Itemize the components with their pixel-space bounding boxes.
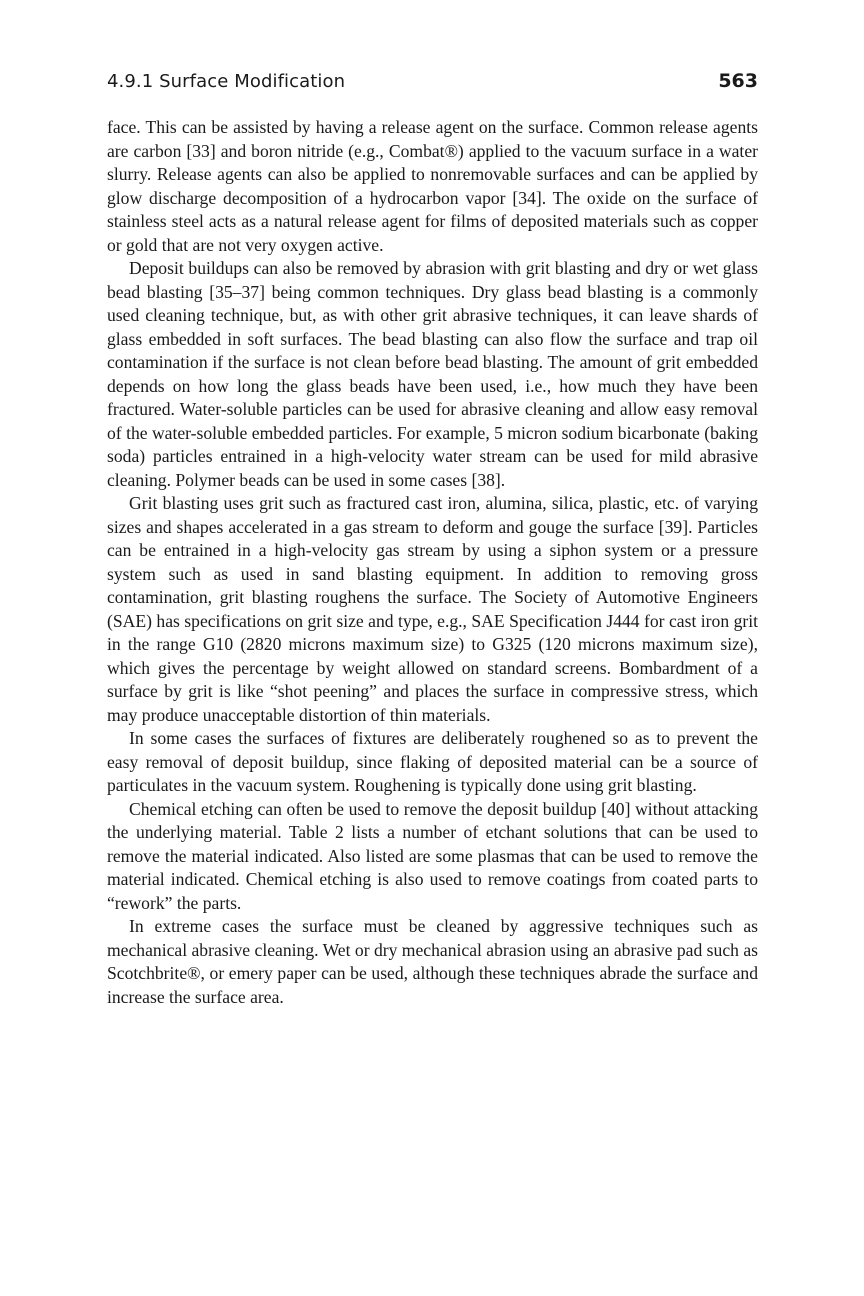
running-head (107, 70, 758, 102)
page-number: 563 (718, 70, 758, 92)
paragraph-chemical-etching: Chemical etching can often be used to remove the deposit buildup [40] without attacking the underlying material. Table 2 lists a number of etchant solutions that can be used to remove the material indicated. Also listed are some plasmas that can be used to remove the material indicated. Chemical etching is also used to remove coatings from coated parts to “rework” the parts. (107, 798, 758, 913)
paragraph-bead-blasting: Deposit buildups can also be removed by abrasion with grit blasting and dry or wet glass bead blasting [35–37] being common techniques. Dry glass bead blasting is a commonly used cleaning technique, but, as with other grit abrasive techniques, it can leave shards of glass embedded in soft surfaces. The bead blasting can also flow the surface and trap oil contamination if the surface is not clean before bead blasting. The amount of grit embedded depends on how long the glass beads have been used, i.e., how much they have been fractured. Water-soluble particles can be used for abrasive cleaning and allow easy removal of the water-soluble embedded particles. For example, 5 micron sodium bicarbonate (baking soda) particles entrained in a high-velocity water stream can be used for mild abrasive cleaning. Polymer beads can be used in some cases [38]. (107, 258, 758, 490)
paragraph-release-agents: face. This can be assisted by having a release agent on the surface. Common release agents are carbon [33] and boron nitride (e.g., Combat®) applied to the vacuum surface in a water slurry. Release agents can also be applied to nonremovable surfaces and can be applied by glow discharge decomposition of a hydrocarbon vapor [34]. The oxide on the surface of stainless steel acts as a natural release agent for films of deposited materials such as copper or gold that are not very oxygen active. (107, 117, 758, 255)
paragraph-roughening: In some cases the surfaces of fixtures are deliberately roughened so as to prevent the easy removal of deposit buildup, since flaking of deposited material can be a source of particulates in the vacuum system. Roughening is typically done using grit blasting. (107, 728, 758, 795)
paragraph-grit-blasting: Grit blasting uses grit such as fractured cast iron, alumina, silica, plastic, etc. of varying sizes and shapes accelerated in a gas stream to deform and gouge the surface [39]. Particles can be entrained in a high-velocity gas stream by using a siphon system or a pressure system such as used in sand blasting equipment. In addition to removing gross contamination, grit blasting roughens the surface. The Society of Automotive Engineers (SAE) has specifications on grit size and type, e.g., SAE Specification J444 for cast iron grit in the range G10 (2820 microns maximum size) to G325 (120 microns maximum size), which gives the percentage by weight allowed on standard screens. Bombardment of a surface by grit is like “shot peening” and places the surface in compressive stress, which may produce unacceptable distortion of thin materials. (107, 493, 758, 725)
paragraph-mechanical-abrasion: In extreme cases the surface must be cleaned by aggressive techniques such as mechanical abrasive cleaning. Wet or dry mechanical abrasion using an abrasive pad such as Scotchbrite®, or emery paper can be used, although these techniques abrade the surface and increase the surface area. (107, 916, 758, 1007)
body-text (107, 116, 758, 1009)
section-title: 4.9.1 Surface Modification (107, 71, 346, 92)
